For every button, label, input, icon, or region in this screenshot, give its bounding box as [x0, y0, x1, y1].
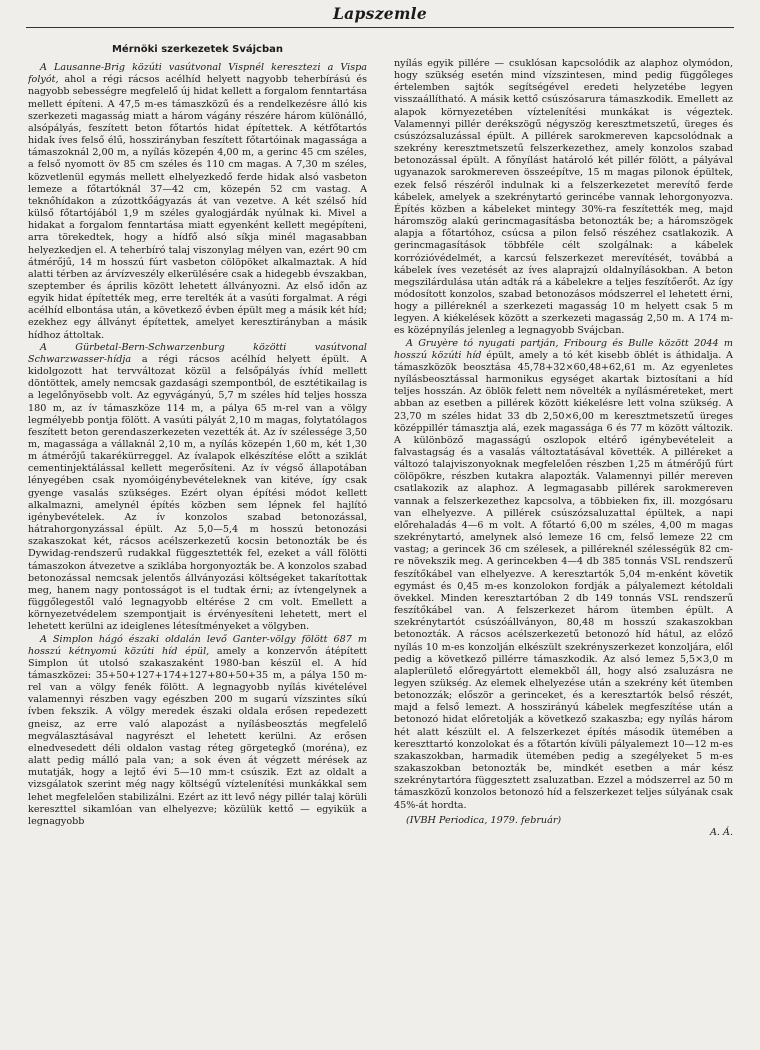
paragraph-body: épült, amely a tó két kisebb öblét is áthidalja. A támaszközök beosztása 45,78+32×60,48+62,61 m. Az egyenletes nyílásbeosztással harmonikus egységet akartak biztosítani a híd teljes hosszán. Az öblök felett nem növelték a nyílásméreteket, mert abban az esetben a pillérek között kiékelésre lett volna szükség. A 23,70 m széles hidat 33 db 2,50×6,00 m keresztmetszetű üreges középpillér támasztja alá, ezek magassága 6 és 77 m között változik. A különböző magasságú oszlopok eltérő igénybevételeit a falvastagság és a vasalás változtatásával követték. A pilléreket a változó talajviszonyoknak megfelelően részben 1,25 m átmérőjű fúrt cölöpökre, részben kutakra alapozták. Valamennyi pillér mereven csatlakozik az alaphoz. A legmagasabb pillérek sarokmereven vannak a felszerkezethez kapcsolva, a többieken fix, ill. mozgósaru van elhelyezve. A pillérek csúszózsaluzattal épültek, a napi előrehaladás 4—6 m volt. A főtartó 6,00 m széles, 4,00 m magas szekrénytartó, amelynek alsó lemeze 16 cm, felső lemeze 22 cm vastag; a gerincek 36 cm szélesek, a pilléreknél szélességük 82 cm-re növekszik meg. A gerincekben 4—4 db 385 tonnás VSL rendszerű feszítőkábel van elhelyezve. A keresztartók 5,04 m-enként követik egymást és 0,45 m-es konzolokon fordják a pályalemezt kétoldali övekkel. Minden keresztartóban 2 db 149 tonnás VSL rendszerű feszítőkábel van. A felszerkezet három ütemben épült. A szekrénytartót csúszóállványon, 80,48 m hosszú szakaszokban betonozták. A rácsos acélszerkezetű betonozó híd hátul, az előző nyílás 10 m-es konzolján elkészült szekrényszerkezet konzoljára, elől pedig a következő pillérre támaszkodik. Az alsó lemez 5,5×3,0 m alaplerülető előregyártott elemekből áll, hogy alsó zsaluzásra ne legyen szükség. Az elemek elhelyezése után a szekrény két ütemben betonozzák; először a gerinceket, és a keresztartók belső részét, majd a felső lemezt. A hosszirányú kábelek megfeszítése után a betonozó hidat előretolják a következő szakaszba; egy nyílás három hét alatt készült el. A felszerkezet építés második ütemében a kereszttartó konzolokat és a főtartón kívüli pályalemezt 10—12 m-es szakaszokban, harmadik ütemében pedig a szegélyeket 5 m-es szakaszokban betonozták be, mindkét esetben a már kész szekrénytartóra függesztett zsaluzatban. Ezzel a módszerrel az 50 m támaszközű konzolos betonozó híd a felszerkezet teljes súlyának csak 45%-át hordta. [394, 349, 733, 811]
article-title: Mérnöki szerkezetek Svájcban [111, 44, 283, 55]
author-initials: A. Á. [709, 826, 733, 838]
paragraph-ganter-continued [394, 58, 733, 338]
page-title: Lapszemle [332, 4, 428, 23]
paragraph-body: a régi rácsos acélhíd helyett épült. A kidolgozott hat tervváltozat közül a felsőpályás ívhíd mellett döntöttek, amely nemcsak gazdasági szempontból, de esztétikailag is a legelőnyösebb volt. Az egyvágányú, 5,7 m széles híd teljes hossza 180 m, az ív támaszköze 114 m, a pálya 65 m-rel van a völgy legmélyebb pontja fölött. A vasúti pályát 2,10 m magas, folytatólagos feszített beton gerendaszerkezeten vezették át. Az ív szélessége 3,50 m, magassága a vállaknál 2,10 m, a nyílás közepén 1,60 m, két 1,30 m átmérőjű takarékürreggel. Az ívalapok elkészítése előtt a sziklát cementinjektálással kellett megerősíteni. Az ív végső állapotában lényegében csak nyomóigénybevételeknek van kitéve, így csak gyenge vasalás szükséges. Ezért olyan építési módot kellett alkalmazni, amelynél építés közben sem lépnek fel hajlító igénybevételek. Az ív konzolos szabad betonozással, hátrahorgonyzással épült. Az 5,0—5,4 m hosszú betonozási szakaszokat két, rácsos acélszerkezetű kocsin betonozták be és Dywidag-rendszerű rudakkal függesztették fel, ezeket a váll fölötti támaszokon átvezetve a sziklába horgonyozták be. A konzolos szabad betonozással nemcsak jelentős állványozási költségeket takarítottak meg, hanem nagy pontosságot is el tudtak érni; az ívtengelynek a függőlegestől való legnagyobb eltérése 2 cm volt. Emellett a környezetvédelem szempontjait is érvényesíteni lehetett, mert el lehetett kerülni az ideiglenes létesítményeket a völgyben. [28, 353, 367, 633]
right-column [394, 58, 733, 1046]
paragraph-lead: A Gruyère tó nyugati partján, Fribourg és Bulle között 2044 m hosszú közúti híd [394, 337, 733, 361]
source-citation: (IVBH Periodica, 1979. február) [406, 814, 562, 826]
paragraph-body: amely a konzervőn átépített Simplon út utolsó szakaszaként 1980-ban készül el. A híd támaszközei: 35+50+127+174+127+80+50+35 m, a pálya 150 m-rel van a völgy fenék fölött. A legnagyobb nyílás kivételével valamennyi részben vagy egészben 200 m sugarú vízszintes síkú ívben fekszik. A völgy meredek északi oldala erősen repedezett gneisz, az erre való alapozást a nyílásbeosztás megfelelő megválasztásával nagyrészt el lehetett kerülni. Az erősen elnedvesedett déli oldalon vastag réteg görgetegkő (moréna), ez alatt pedig málló pala van; a sok éven át végzett mérések az mutatják, hogy a lejtő évi 5—10 mm-t csúszik. Ezt az oldalt a vizsgálatok szerint még nagy költségű víztelenítési munkákkal sem lehet megfelelően stabilizálni. Ezért az itt levő négy pillér talaj körüli kereszttel sikamlóan van elhelyezve; közülük kettő — egyikük a legnagyobb [28, 645, 367, 827]
paragraph-visp-bridge [28, 62, 367, 342]
paragraph-gruyere-bridge [394, 338, 733, 812]
paragraph-body: nyílás egyik pillére — csuklósan kapcsolódik az alaphoz olymódon, hogy szükség esetén mind vízszintesen, mind pedig függőleges értelemben sajtók segítségével eredeti helyzetébe legyen visszaállítható. A másik kettő csúszósarura támaszkodik. Emellett az alapok környezetében víztelenítési munkákat is végeztek. Valamennyi pillér derékszögű négyszög keresztmetszetű, üreges és csúszózsaluzással épült. A pillérek sarokmereven kapcsolódnak a szekrény keresztmetszetű felszerkezethez, amely konzolos szabad betonozással épült. A főnyílást határoló két pillér fölött, a pályával ugyanazok sarokmereven összeépítve, 15 m magas pilonok épültek, ezek felső részéről indulnak ki a felszerkezetet merevítő ferde kábelek, amelyek a szekrénytartó gerincébe vannak lehorgonyozva. Építés közben a kábeleket mintegy 30%-ra feszítették meg, majd háromszög alakú gerincmagasításba betonozták be; a háromszögek alapja a főtartóhoz, csúcsa a pilon felső részéhez csatlakozik. A gerincmagasítások többféle célt szolgálnak: a kábelek korrózióvédelmét, a karcsú felszerkezet merevítését, továbbá a kábelek íves vezetését az íves alaprajzú oldalnyílásokban. A beton megszilárdulása után adták rá a kábelekre a teljes feszítőerőt. Az így módosított konzolos, szabad betonozásos módszerrel el lehetett érni, hogy a pilléreknél a szerkezeti magasság 10 m helyett csak 5 m legyen. A kiékelések között a szerkezeti magasság 2,50 m. A 174 m-es középnyílás jelenleg a legnagyobb Svájcban. [394, 58, 733, 337]
header-rule [26, 27, 734, 28]
left-column [28, 44, 367, 1044]
paragraph-body: ahol a régi rácsos acélhíd helyett nagyobb teherbírású és nagyobb sebességre megfelelő új hidat kellett a forgalom fenntartása mellett építeni. A 47,5 m-es támaszközű és a rendelkezésre álló kis szerkezeti magasság miatt a három vágány részére három különálló, alsópályás, feszített beton főtartós hidat építettek. A kétfőtartós hidak íves felső élű, hosszirányban feszített főtartóinak magassága a támaszoknál 2,00 m, a nyílás közepén 4,00 m, a gerinc 45 cm széles, a felső nyomott öv 85 cm széles és 110 cm magas. A 7,30 m széles, közvetlenül egymás mellett elhelyezkedő ferde hidak alsó vasbeton lemeze a főtartóknál 37—42 cm, közepén 52 cm vastag. A teknőhídakon a zúzottkőágyazás át van vezetve. A két szélső híd külső főtartójából 1,9 m széles gyalogjárdák nyúlnak ki. Mivel a hidakat a forgalom fenntartása miatt egyenként kellett megépíteni, arra törekedtek, hogy a hídfő alsó síkja minél magasabban helyezkedjen el. A teherbíró talaj viszonylag mélyen van, ezért 90 cm átmérőjű, 14 m hosszú fúrt vasbeton cölöpöket alkalmaztak. A híd alatti térben az árvízveszély elkerülésére csak a hidegebb évszakban, szeptember és április között lehetett állványozni. Az első időn az egyik hidat építették meg, erre terelték át a vasúti forgalmat. A régi acélhíd elbontása után, a következő évben épült meg a másik két híd; ezekhez egy állványt építettek, amelyet keresztirányban a másik hídhoz áttoltak. [28, 74, 367, 341]
paragraph-lead: A Gürbetal-Bern-Schwarzenburg közötti vasútvonal Schwarzwasser-hídja [28, 341, 367, 365]
paragraph-lead: A Simplon hágó északi oldalán levő Ganter-völgy fölött 687 m hosszú kétnyomú közúti híd épül, [28, 633, 367, 657]
paragraph-ganter-bridge [28, 634, 367, 829]
paragraph-schwarzwasser-bridge [28, 342, 367, 634]
paragraph-lead: A Lausanne-Brig közúti vasútvonal Vispnél keresztezi a Vispa folyót, [28, 62, 367, 86]
